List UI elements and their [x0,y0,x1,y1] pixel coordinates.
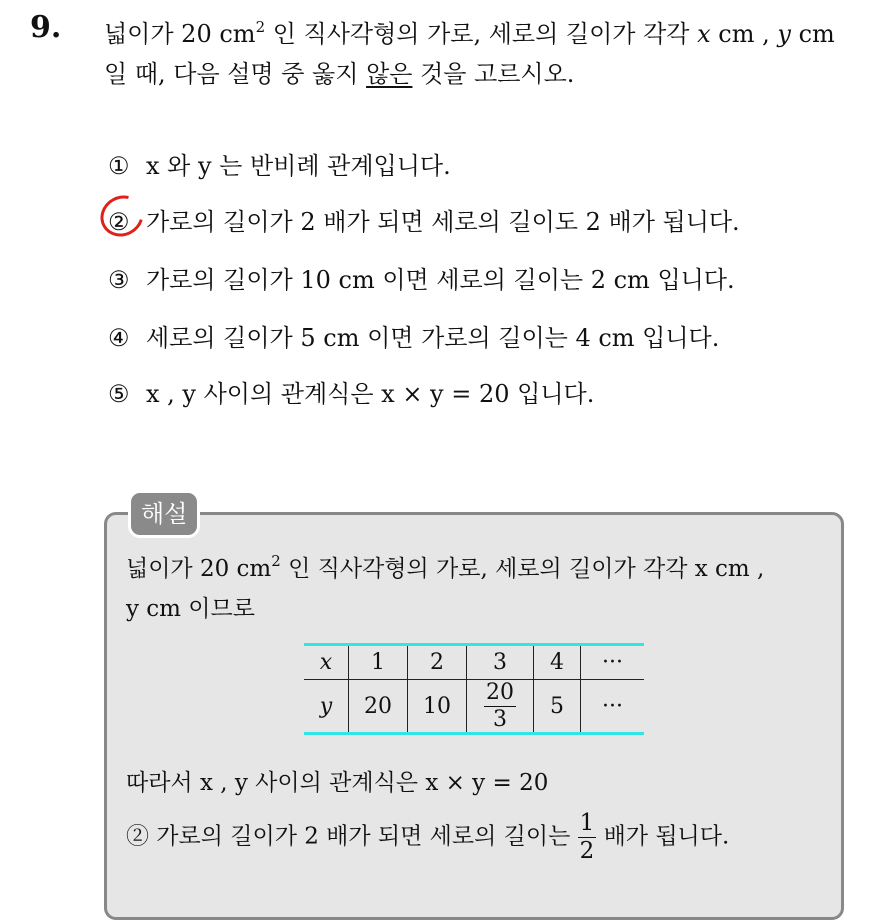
choice-3[interactable] [108,260,735,295]
choice-1[interactable] [108,146,451,181]
question-line-2 [104,54,574,89]
solution-line-4-post: 배가 됩니다. [596,823,730,850]
table-x-cell-2: 2 [408,645,467,680]
solution-line-1-post: 인 직사각형의 가로, 세로의 길이가 각각 x cm , [280,556,765,582]
question-line-1 [104,14,835,49]
table-x-cell-5: ··· [581,645,645,680]
solution-line-3: 따라서 x , y 사이의 관계식은 x × y = 20 [126,770,549,796]
table-fraction [484,679,516,732]
question-line-1-pre: 넓이가 20 cm [104,20,256,48]
solution-line-4-pre: ② 가로의 길이가 2 배가 되면 세로의 길이는 [126,823,578,850]
choice-5-text: x , y 사이의 관계식은 x × y = 20 입니다. [146,380,595,408]
table-y-cell-1: 20 [349,680,408,734]
choice-2-text: 가로의 길이가 2 배가 되면 세로의 길이도 2 배가 됩니다. [146,208,740,236]
solution-line-1-sup: 2 [271,552,281,570]
solution-fraction [578,812,597,863]
question-var-x: x [697,20,711,48]
table-x-cell-1: 1 [349,645,408,680]
choice-5[interactable] [108,374,594,409]
question-line-2-pre: 일 때, 다음 설명 중 옳지 [104,60,367,88]
choice-4[interactable] [108,318,719,353]
choice-3-number: ③ [108,266,130,294]
solution-table [304,643,644,735]
solution-tag: 해설 [128,490,200,538]
table-y-cell-2: 10 [408,680,467,734]
solution-line-1-pre: 넓이가 20 cm [126,556,272,582]
question-var-y: y [777,20,791,48]
solution-fraction-denominator: 2 [579,838,595,864]
table-y-cell-4: 5 [534,680,581,734]
table-x-cell-3: 3 [467,645,534,680]
table-x-cell-4: 4 [534,645,581,680]
choice-1-text: x 와 y 는 반비례 관계입니다. [146,152,451,180]
table-x-label: x [304,645,349,680]
choice-4-text: 세로의 길이가 5 cm 이면 가로의 길이는 4 cm 입니다. [146,324,720,352]
table-fraction-numerator: 20 [486,679,514,705]
table-fraction-denominator: 3 [493,706,507,732]
question-line-2-underlined: 않은 [366,60,413,88]
table-y-cell-3 [467,680,534,734]
choice-4-number: ④ [108,324,130,352]
question-line-1-mid: 인 직사각형의 가로, 세로의 길이가 각각 [265,20,698,48]
question-unit-cm-1: cm [718,20,755,48]
solution-fraction-numerator: 1 [579,810,595,836]
table-row-y [304,680,644,734]
table-y-label: y [304,680,349,734]
choice-5-number: ⑤ [108,380,130,408]
question-line-1-sup: 2 [255,18,266,36]
question-line-2-post: 것을 고르시오. [412,60,575,88]
question-comma: , [754,20,778,48]
choice-2-number: ② [108,208,130,236]
question-unit-cm-2: cm [798,20,835,48]
question-number: 9. [30,10,62,45]
solution-line-4 [126,812,729,863]
choice-3-text: 가로의 길이가 10 cm 이면 세로의 길이는 2 cm 입니다. [146,266,735,294]
solution-line-1 [126,550,764,583]
choice-2[interactable] [108,202,740,237]
table-row-x [304,645,644,680]
choice-1-number: ① [108,152,130,180]
table-y-cell-5: ··· [581,680,645,734]
solution-line-2: y cm 이므로 [126,596,255,622]
